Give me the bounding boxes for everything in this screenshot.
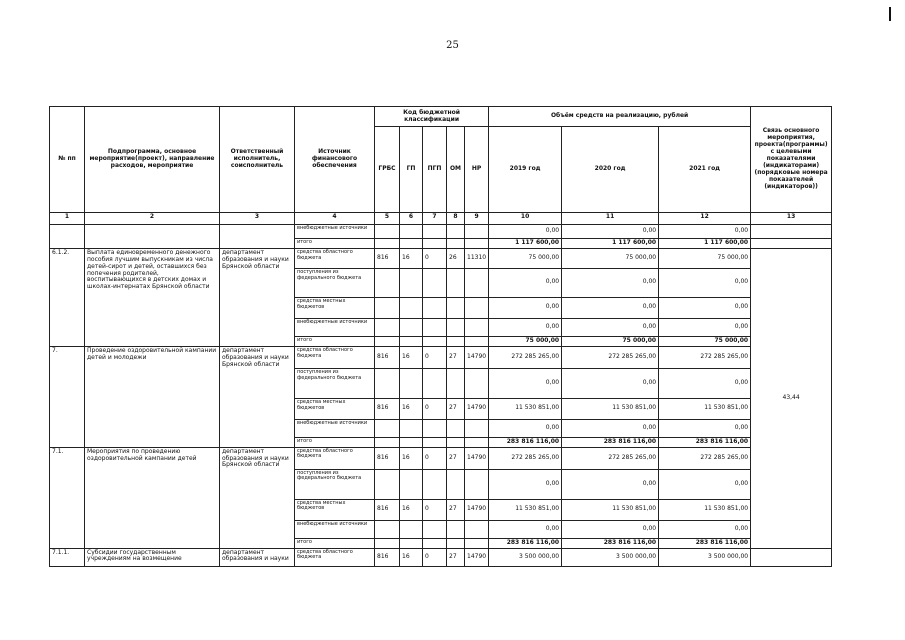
value-2021: 3 500 000,00 [659, 548, 751, 566]
value-2020: 0,00 [562, 268, 659, 297]
code-gp [400, 538, 423, 548]
header-2020: 2020 год [562, 127, 659, 213]
funding-source: средства областного бюджета [295, 346, 375, 368]
code-om: 27 [447, 548, 465, 566]
code-grbs [375, 318, 400, 336]
header-om: ОМ [447, 127, 465, 213]
value-2021: 11 530 851,00 [659, 398, 751, 419]
header-name: Подпрограмма, основное мероприятие(проект), направление расходов, мероприятие [85, 107, 220, 213]
column-index-6: 6 [400, 213, 423, 225]
value-2019: 0,00 [489, 469, 562, 499]
column-index-row [50, 213, 832, 225]
value-2019: 1 117 600,00 [489, 239, 562, 249]
code-gp [400, 268, 423, 297]
code-grbs [375, 368, 400, 398]
code-om: 26 [447, 248, 465, 268]
funding-source: итого [295, 538, 375, 548]
header-pgp: ПГП [423, 127, 447, 213]
code-grbs: 816 [375, 346, 400, 368]
row-number: 7. [50, 346, 85, 447]
code-pgp: 0 [423, 499, 447, 520]
value-2019: 283 816 116,00 [489, 437, 562, 447]
page-number: 25 [446, 40, 459, 51]
code-np [465, 538, 489, 548]
value-2019: 0,00 [489, 225, 562, 239]
code-om [447, 268, 465, 297]
code-grbs [375, 225, 400, 239]
funding-source: итого [295, 239, 375, 249]
code-pgp: 0 [423, 398, 447, 419]
code-grbs [375, 538, 400, 548]
code-om [447, 538, 465, 548]
code-grbs [375, 520, 400, 538]
value-2019: 0,00 [489, 368, 562, 398]
code-gp [400, 419, 423, 437]
code-grbs: 816 [375, 398, 400, 419]
page-edge-mark [889, 7, 891, 21]
code-om [447, 368, 465, 398]
row-number [50, 225, 85, 249]
value-2020: 272 285 265,00 [562, 346, 659, 368]
column-index-10: 10 [489, 213, 562, 225]
code-om [447, 239, 465, 249]
code-pgp [423, 469, 447, 499]
column-index-5: 5 [375, 213, 400, 225]
link-cell-empty [751, 548, 832, 566]
table-row [50, 225, 832, 239]
code-np [465, 297, 489, 318]
code-np [465, 368, 489, 398]
code-gp [400, 336, 423, 346]
header-source: Источник финансового обеспечения [295, 107, 375, 213]
header-gp: ГП [400, 127, 423, 213]
funding-source: внебюджетные источники [295, 318, 375, 336]
code-grbs [375, 239, 400, 249]
code-np: 14790 [465, 398, 489, 419]
column-index-4: 4 [295, 213, 375, 225]
header-2021: 2021 год [659, 127, 751, 213]
row-number: 6.1.2. [50, 248, 85, 346]
column-index-12: 12 [659, 213, 751, 225]
funding-source: средства областного бюджета [295, 248, 375, 268]
value-2021: 283 816 116,00 [659, 538, 751, 548]
code-om [447, 225, 465, 239]
value-2019: 283 816 116,00 [489, 538, 562, 548]
code-pgp [423, 239, 447, 249]
code-grbs: 816 [375, 447, 400, 469]
value-2020: 1 117 600,00 [562, 239, 659, 249]
row-responsible: департамент образования и науки [220, 548, 295, 566]
value-2020: 0,00 [562, 520, 659, 538]
value-2021: 0,00 [659, 368, 751, 398]
value-2021: 75 000,00 [659, 336, 751, 346]
code-pgp [423, 225, 447, 239]
row-responsible: департамент образования и науки Брянской области [220, 248, 295, 346]
value-2019: 272 285 265,00 [489, 346, 562, 368]
code-gp [400, 239, 423, 249]
code-pgp [423, 419, 447, 437]
link-cell-empty [751, 225, 832, 239]
code-grbs [375, 268, 400, 297]
code-om [447, 318, 465, 336]
code-np: 14790 [465, 346, 489, 368]
row-responsible [220, 225, 295, 249]
value-2019: 11 530 851,00 [489, 398, 562, 419]
value-2021: 0,00 [659, 419, 751, 437]
link-indicator-value: 43,44 [751, 248, 832, 548]
code-om [447, 336, 465, 346]
column-index-7: 7 [423, 213, 447, 225]
value-2020: 0,00 [562, 225, 659, 239]
code-om: 27 [447, 499, 465, 520]
value-2021: 0,00 [659, 520, 751, 538]
code-gp: 16 [400, 499, 423, 520]
header-code-group: Код бюджетной классификации [375, 107, 489, 127]
funding-source: внебюджетные источники [295, 225, 375, 239]
value-2020: 0,00 [562, 368, 659, 398]
code-gp [400, 520, 423, 538]
row-responsible: департамент образования и науки Брянской области [220, 346, 295, 447]
value-2021: 0,00 [659, 225, 751, 239]
table-row [50, 548, 832, 566]
code-grbs [375, 297, 400, 318]
header-link: Связь основного мероприятия, проекта(программы) с целевыми показателями (индикаторами) (порядковые номера показателей (индикаторов)) [751, 107, 832, 213]
value-2019: 0,00 [489, 297, 562, 318]
code-gp [400, 437, 423, 447]
value-2020: 11 530 851,00 [562, 499, 659, 520]
link-cell-empty [751, 239, 832, 249]
code-gp [400, 297, 423, 318]
code-grbs: 816 [375, 248, 400, 268]
value-2020: 11 530 851,00 [562, 398, 659, 419]
code-pgp [423, 336, 447, 346]
header-npp: № пп [50, 107, 85, 213]
funding-source: поступления из федерального бюджета [295, 368, 375, 398]
row-number: 7.1.1. [50, 548, 85, 566]
column-index-11: 11 [562, 213, 659, 225]
value-2019: 11 530 851,00 [489, 499, 562, 520]
row-name [85, 225, 220, 249]
column-index-9: 9 [465, 213, 489, 225]
code-np: 11310 [465, 248, 489, 268]
value-2021: 0,00 [659, 268, 751, 297]
code-np [465, 469, 489, 499]
code-pgp [423, 297, 447, 318]
value-2021: 272 285 265,00 [659, 447, 751, 469]
value-2020: 0,00 [562, 469, 659, 499]
code-grbs: 816 [375, 548, 400, 566]
funding-source: поступления из федерального бюджета [295, 469, 375, 499]
code-grbs: 816 [375, 499, 400, 520]
value-2020: 283 816 116,00 [562, 437, 659, 447]
value-2021: 0,00 [659, 469, 751, 499]
funding-source: средства областного бюджета [295, 447, 375, 469]
code-gp: 16 [400, 398, 423, 419]
code-pgp: 0 [423, 346, 447, 368]
funding-source: поступления из федерального бюджета [295, 268, 375, 297]
row-responsible: департамент образования и науки Брянской области [220, 447, 295, 548]
code-pgp [423, 368, 447, 398]
value-2019: 0,00 [489, 419, 562, 437]
value-2021: 75 000,00 [659, 248, 751, 268]
code-gp [400, 368, 423, 398]
code-np [465, 318, 489, 336]
value-2020: 283 816 116,00 [562, 538, 659, 548]
code-grbs [375, 336, 400, 346]
code-pgp: 0 [423, 548, 447, 566]
code-gp: 16 [400, 248, 423, 268]
header-2019: 2019 год [489, 127, 562, 213]
value-2019: 272 285 265,00 [489, 447, 562, 469]
column-index-1: 1 [50, 213, 85, 225]
value-2021: 0,00 [659, 318, 751, 336]
budget-table [49, 106, 832, 567]
value-2020: 3 500 000,00 [562, 548, 659, 566]
table-row [50, 248, 832, 268]
code-pgp [423, 437, 447, 447]
value-2021: 272 285 265,00 [659, 346, 751, 368]
code-om [447, 437, 465, 447]
value-2021: 0,00 [659, 297, 751, 318]
code-gp: 16 [400, 346, 423, 368]
funding-source: средства местных бюджетов [295, 398, 375, 419]
value-2019: 0,00 [489, 520, 562, 538]
value-2019: 0,00 [489, 318, 562, 336]
value-2019: 3 500 000,00 [489, 548, 562, 566]
code-np [465, 336, 489, 346]
value-2020: 75 000,00 [562, 336, 659, 346]
code-np: 14790 [465, 499, 489, 520]
code-grbs [375, 469, 400, 499]
row-name: Мероприятия по проведению оздоровительной кампании детей [85, 447, 220, 548]
value-2020: 0,00 [562, 419, 659, 437]
value-2019: 75 000,00 [489, 248, 562, 268]
code-pgp [423, 268, 447, 297]
value-2019: 75 000,00 [489, 336, 562, 346]
value-2021: 11 530 851,00 [659, 499, 751, 520]
code-grbs [375, 437, 400, 447]
table-body [50, 225, 832, 567]
row-number: 7.1. [50, 447, 85, 548]
code-np [465, 239, 489, 249]
value-2020: 0,00 [562, 318, 659, 336]
header-volume-group: Объём средств на реализацию, рублей [489, 107, 751, 127]
code-np [465, 419, 489, 437]
code-om: 27 [447, 346, 465, 368]
table-header [50, 107, 832, 225]
column-index-8: 8 [447, 213, 465, 225]
funding-source: итого [295, 437, 375, 447]
code-np [465, 268, 489, 297]
code-pgp [423, 538, 447, 548]
row-name: Выплата единовременного денежного пособия лучшим выпускникам из числа детей-сирот и детей, оставшихся без попечения родителей, воспитывающихся в детских домах и школах-интернатах Брянской области [85, 248, 220, 346]
row-name: Проведение оздоровительной кампании детей и молодежи [85, 346, 220, 447]
table-row [50, 447, 832, 469]
header-np: НР [465, 127, 489, 213]
code-om: 27 [447, 447, 465, 469]
code-gp [400, 225, 423, 239]
column-index-2: 2 [85, 213, 220, 225]
code-np [465, 437, 489, 447]
column-index-3: 3 [220, 213, 295, 225]
value-2020: 75 000,00 [562, 248, 659, 268]
code-om [447, 297, 465, 318]
code-gp: 16 [400, 548, 423, 566]
value-2019: 0,00 [489, 268, 562, 297]
value-2021: 1 117 600,00 [659, 239, 751, 249]
table-row [50, 346, 832, 368]
value-2020: 272 285 265,00 [562, 447, 659, 469]
column-index-13: 13 [751, 213, 832, 225]
code-gp [400, 469, 423, 499]
code-om [447, 469, 465, 499]
code-gp: 16 [400, 447, 423, 469]
code-np [465, 520, 489, 538]
code-om [447, 520, 465, 538]
code-pgp: 0 [423, 248, 447, 268]
code-om: 27 [447, 398, 465, 419]
code-np: 14790 [465, 447, 489, 469]
code-grbs [375, 419, 400, 437]
code-pgp [423, 520, 447, 538]
header-grbs: ГРБС [375, 127, 400, 213]
code-gp [400, 318, 423, 336]
value-2021: 283 816 116,00 [659, 437, 751, 447]
code-om [447, 419, 465, 437]
funding-source: средства местных бюджетов [295, 297, 375, 318]
header-resp: Ответственный исполнитель, соисполнитель [220, 107, 295, 213]
value-2020: 0,00 [562, 297, 659, 318]
row-name: Субсидии государственным учреждениям на возмещение [85, 548, 220, 566]
funding-source: итого [295, 336, 375, 346]
code-pgp: 0 [423, 447, 447, 469]
funding-source: средства местных бюджетов [295, 499, 375, 520]
funding-source: внебюджетные источники [295, 520, 375, 538]
code-pgp [423, 318, 447, 336]
code-np: 14790 [465, 548, 489, 566]
code-np [465, 225, 489, 239]
funding-source: внебюджетные источники [295, 419, 375, 437]
funding-source: средства областного бюджета [295, 548, 375, 566]
